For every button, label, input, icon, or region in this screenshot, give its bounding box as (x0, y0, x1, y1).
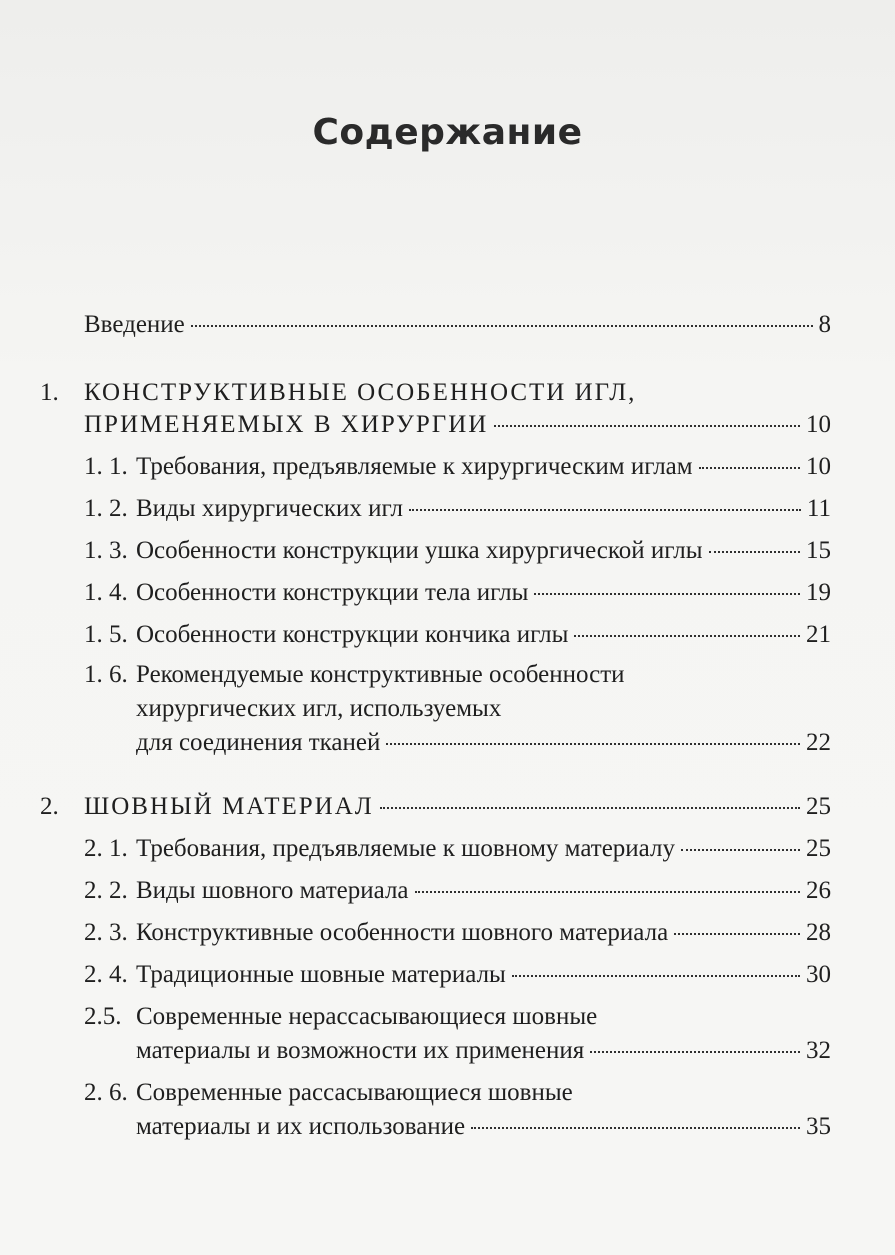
toc-entry-label: Особенности конструкции кончика иглы (136, 621, 569, 648)
section-number: 1. 4. (84, 579, 128, 606)
toc-entry (136, 728, 831, 758)
section-number: 2.5. (84, 1003, 122, 1030)
toc-page-number: 21 (806, 621, 831, 648)
section-number: 1. 5. (84, 621, 128, 648)
toc-entry (136, 578, 831, 608)
toc-page-number: 10 (806, 411, 831, 438)
toc-entry-label: Виды хирургических игл (136, 495, 404, 522)
dot-leader (674, 933, 800, 935)
toc-page-number: 28 (806, 919, 831, 946)
toc-page-number: 25 (806, 793, 831, 820)
dot-leader (380, 807, 800, 809)
toc-page-number: 22 (806, 729, 831, 756)
dot-leader (709, 551, 800, 553)
dot-leader (681, 849, 800, 851)
chapter-number: 2. (40, 793, 59, 820)
toc-page-number: 30 (806, 961, 831, 988)
toc-entry-label: Виды шовного материала (136, 877, 409, 904)
dot-leader (534, 593, 800, 595)
toc-entry-label: Особенности конструкции ушка хирургической иглы (136, 537, 703, 564)
dot-leader (699, 467, 800, 469)
toc-entry-label: Традиционные шовные материалы (136, 961, 506, 988)
chapter-number: 1. (40, 379, 59, 406)
dot-leader (409, 509, 801, 511)
toc-entry-line: хирургических игл, используемых (136, 695, 502, 722)
toc-entry (136, 834, 831, 864)
dot-leader (512, 975, 800, 977)
section-number: 2. 4. (84, 961, 128, 988)
chapter-title-line: ШОВНЫЙ МАТЕРИАЛ (84, 793, 374, 820)
toc-entry (136, 536, 831, 566)
toc-entry-line: Современные рассасывающиеся шовные (136, 1079, 573, 1106)
toc-entry (136, 1036, 831, 1066)
toc-page-number: 19 (806, 579, 831, 606)
toc-entry (136, 620, 831, 650)
section-number: 2. 3. (84, 919, 128, 946)
dot-leader (415, 891, 800, 893)
toc-entry-label: Требования, предъявляемые к шовному материалу (136, 835, 675, 862)
page-title: Содержание (312, 112, 583, 153)
toc-entry-intro (84, 310, 831, 340)
toc-page-number: 32 (806, 1037, 831, 1064)
section-number: 2. 1. (84, 835, 128, 862)
toc-entry (136, 918, 831, 948)
toc-entry (136, 452, 831, 482)
dot-leader (386, 743, 800, 745)
toc-page-number: 25 (806, 835, 831, 862)
toc-page-number: 11 (806, 495, 831, 522)
toc-entry (136, 494, 831, 524)
toc-entry-chapter-2 (84, 792, 831, 822)
toc-page-number: 26 (806, 877, 831, 904)
chapter-title-line: КОНСТРУКТИВНЫЕ ОСОБЕННОСТИ ИГЛ, (84, 379, 637, 406)
toc-entry-label: Особенности конструкции тела иглы (136, 579, 529, 606)
toc-entry-label: Конструктивные особенности шовного материала (136, 919, 669, 946)
section-number: 1. 6. (84, 661, 128, 688)
toc-entry (136, 1112, 831, 1142)
toc-entry-label: материалы и их использование (136, 1113, 466, 1140)
toc-page-number: 8 (818, 311, 831, 338)
toc-page-number: 10 (806, 453, 831, 480)
dot-leader (494, 425, 800, 427)
toc-entry-label: Введение (84, 311, 185, 338)
dot-leader (471, 1127, 800, 1129)
toc-entry-label: материалы и возможности их применения (136, 1037, 585, 1064)
toc-entry-label: для соединения тканей (136, 729, 381, 756)
toc-entry-chapter-1 (84, 410, 831, 440)
section-number: 1. 3. (84, 537, 128, 564)
toc-entry-line: Рекомендуемые конструктивные особенности (136, 661, 625, 688)
toc-page-number: 15 (806, 537, 831, 564)
section-number: 2. 6. (84, 1079, 128, 1106)
dot-leader (574, 635, 800, 637)
toc-entry (136, 876, 831, 906)
section-number: 2. 2. (84, 877, 128, 904)
toc-entry-label: Требования, предъявляемые к хирургическим иглам (136, 453, 693, 480)
toc-page-number: 35 (806, 1113, 831, 1140)
section-number: 1. 1. (84, 453, 128, 480)
toc-entry (136, 960, 831, 990)
chapter-title-line: ПРИМЕНЯЕМЫХ В ХИРУРГИИ (84, 411, 489, 438)
dot-leader (191, 325, 813, 327)
toc-entry-line: Современные нерассасывающиеся шовные (136, 1003, 598, 1030)
section-number: 1. 2. (84, 495, 128, 522)
dot-leader (590, 1051, 800, 1053)
